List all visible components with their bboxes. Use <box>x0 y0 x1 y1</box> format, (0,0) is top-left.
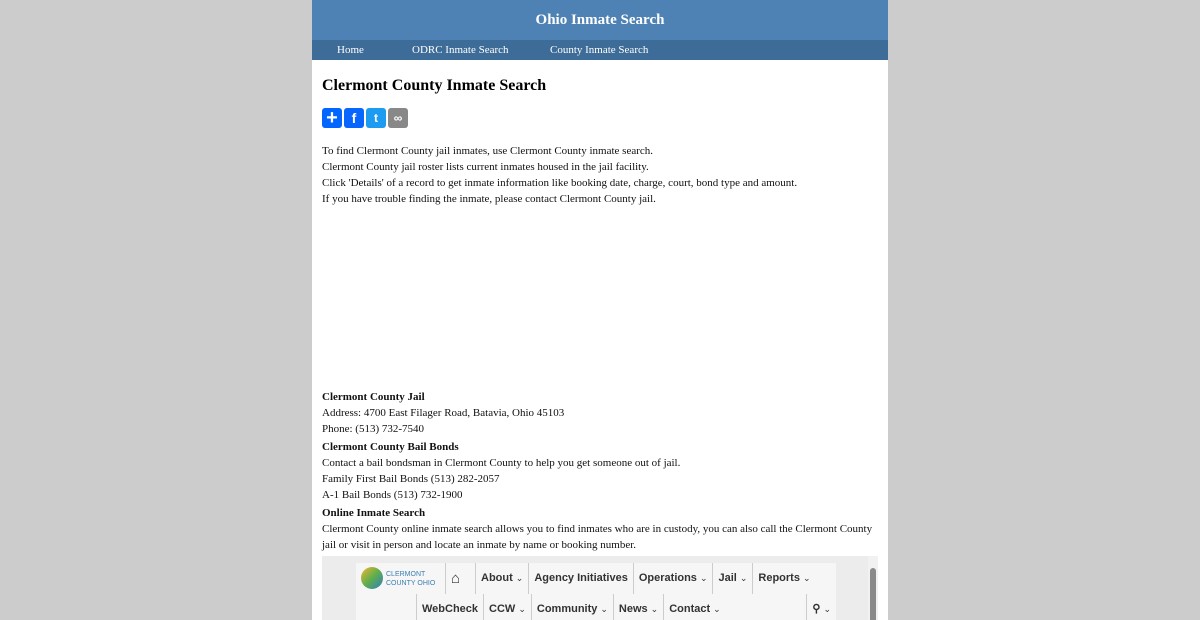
jail-address: Address: 4700 East Filager Road, Batavia, Ohio 45103 <box>322 407 565 419</box>
bail-text: Contact a bail bondsman in Clermont County to help you get someone out of jail. <box>322 457 681 469</box>
page-title: Clermont County Inmate Search <box>322 77 547 94</box>
search-icon[interactable]: ⚲ ⌄ <box>806 594 836 620</box>
embedded-site-frame[interactable] <box>322 556 878 620</box>
menu-ccw[interactable]: CCW ⌄ <box>483 594 531 620</box>
menu-news[interactable]: News ⌄ <box>613 594 663 620</box>
online-text: Clermont County online inmate search allows you to find inmates who are in custody, you can also call the Clermont County jail or visit in person and locate an inmate by name or booking number. <box>322 523 873 551</box>
menu-contact[interactable]: Contact ⌄ <box>663 594 726 620</box>
online-heading: Online Inmate Search <box>322 507 426 519</box>
nav-odrc-inmate-search[interactable]: ODRC Inmate Search <box>412 44 509 56</box>
facebook-icon[interactable]: f <box>344 108 364 128</box>
intro-line: Clermont County jail roster lists current inmates housed in the jail facility. <box>322 161 649 173</box>
ad-space <box>322 207 878 389</box>
intro-line: To find Clermont County jail inmates, use Clermont County inmate search. <box>322 145 654 157</box>
embedded-menu-row-2 <box>356 594 836 620</box>
bail-heading: Clermont County Bail Bonds <box>322 441 459 453</box>
home-icon[interactable]: ⌂ <box>445 563 475 594</box>
page <box>312 0 888 620</box>
menu-operations[interactable]: Operations ⌄ <box>633 563 713 594</box>
menu-agency-initiatives[interactable]: Agency Initiatives <box>528 563 633 594</box>
bail-item: Family First Bail Bonds (513) 282-2057 <box>322 473 500 485</box>
intro-line: Click 'Details' of a record to get inmate information like booking date, charge, court, bond type and amount. <box>322 177 798 189</box>
nav-county-inmate-search[interactable]: County Inmate Search <box>550 44 649 56</box>
top-nav <box>312 40 888 60</box>
intro-line: If you have trouble finding the inmate, please contact Clermont County jail. <box>322 193 656 205</box>
nav-home[interactable]: Home <box>337 44 364 56</box>
bail-item: A-1 Bail Bonds (513) 732-1900 <box>322 489 463 501</box>
embedded-menu-row-1 <box>356 563 836 594</box>
menu-webcheck[interactable]: WebCheck <box>416 594 483 620</box>
menu-about[interactable]: About ⌄ <box>475 563 528 594</box>
jail-heading: Clermont County Jail <box>322 391 425 403</box>
copy-link-icon[interactable]: ∞ <box>388 108 408 128</box>
clermont-logo[interactable]: CLERMONT COUNTY OHIO <box>356 563 445 594</box>
menu-jail[interactable]: Jail ⌄ <box>712 563 752 594</box>
embedded-menu <box>356 563 836 620</box>
jail-phone: Phone: (513) 732-7540 <box>322 423 425 435</box>
frame-scrollbar[interactable] <box>868 556 878 620</box>
site-title[interactable]: Ohio Inmate Search <box>312 0 888 40</box>
scrollbar-thumb[interactable] <box>870 568 876 620</box>
intro-text <box>322 143 878 207</box>
share-bar <box>322 108 878 128</box>
menu-community[interactable]: Community ⌄ <box>531 594 613 620</box>
share-plus-icon[interactable]: + <box>322 108 342 128</box>
twitter-icon[interactable]: t <box>366 108 386 128</box>
menu-reports[interactable]: Reports ⌄ <box>752 563 815 594</box>
menu-spacer <box>726 594 807 620</box>
